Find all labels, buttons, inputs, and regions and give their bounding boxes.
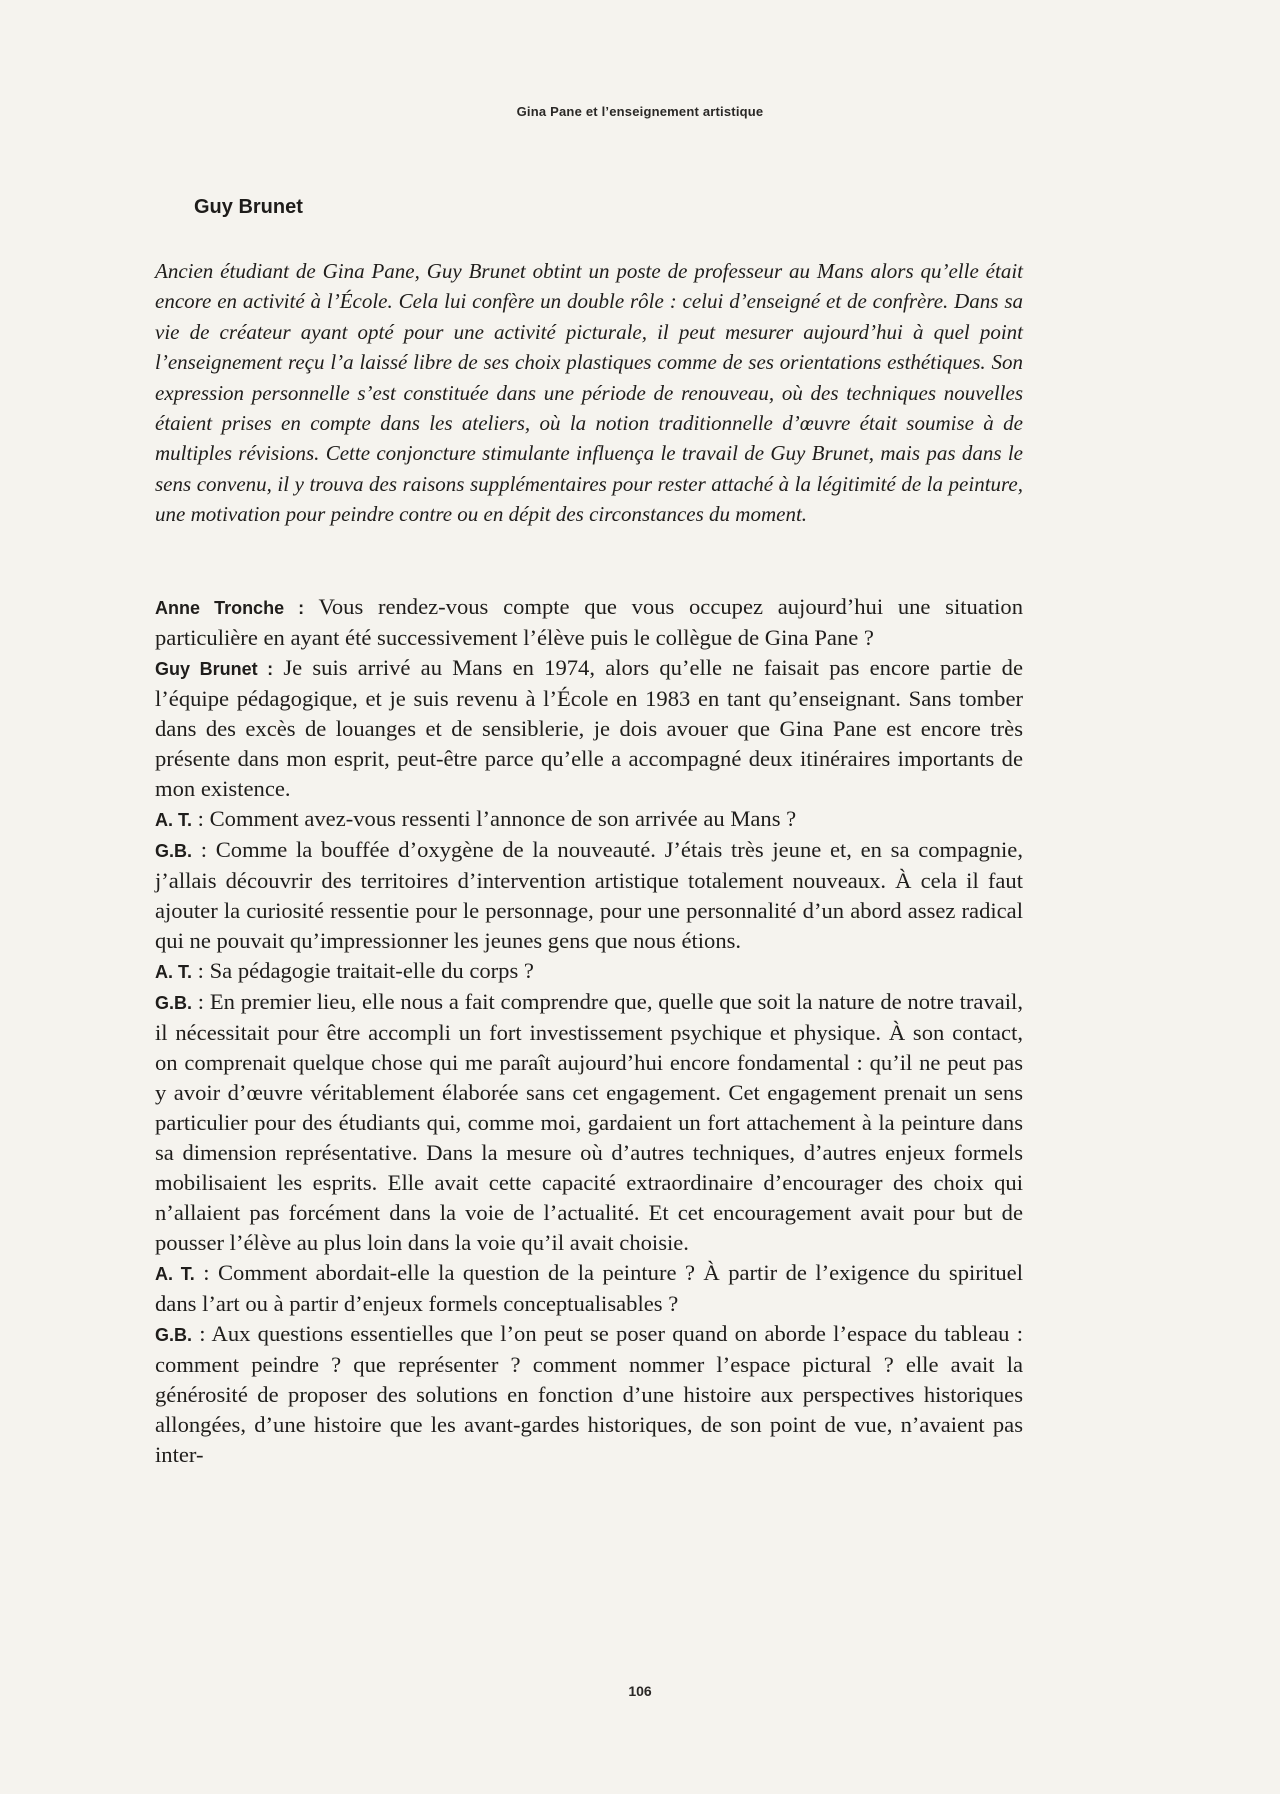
dialogue-turn (155, 804, 1023, 835)
interview-dialogue (155, 592, 1023, 1470)
speaker-label: G.B. (155, 1325, 193, 1345)
speaker-label: A. T. (155, 1264, 195, 1284)
speaker-label: Anne Tronche : (155, 598, 305, 618)
intro-paragraph: Ancien étudiant de Gina Pane, Guy Brunet obtint un poste de professeur au Mans alors qu’elle était encore en activité à l’École. Cela lui confère un double rôle : celui d’enseigné et de confrère. Dans sa vie de créateur ayant opté pour une activité picturale, il peut mesurer aujourd’hui à quel point l’enseignement reçu l’a laissé libre de ses choix plastiques comme de ses orientations esthétiques. Son expression personnelle s’est constituée dans une période de renouveau, où des techniques nouvelles étaient prises en compte dans les ateliers, où la notion traditionnelle d’œuvre était soumise à de multiples révisions. Cette conjoncture stimulante influença le travail de Guy Brunet, mais pas dans le sens convenu, il y trouva des raisons supplémentaires pour rester attaché à la légitimité de la peinture, une motivation pour peindre contre ou en dépit des circonstances du moment. (155, 259, 1023, 527)
turn-text: Vous rendez-vous compte que vous occupez aujourd’hui une situation particulière en ayant été successivement l’élève puis le collègue de Gina Pane ? (155, 594, 1023, 650)
turn-text: : En premier lieu, elle nous a fait comprendre que, quelle que soit la nature de notre travail, il nécessitait pour être accompli un fort investissement psychique et physique. À son contact, on comprenait quelque chose qui me paraît aujourd’hui encore fondamental : qu’il ne peut pas y avoir d’œuvre véritablement élaborée sans cet engagement. Cet engagement prenait un sens particulier pour des étudiants qui, comme moi, gardaient un fort attachement à la peinture dans sa dimension représentative. Dans la mesure où d’autres techniques, d’autres enjeux formels mobilisaient les esprits. Elle avait cette capacité extraordinaire d’encourager des choix qui n’allaient pas forcément dans la voie de l’actualité. Et cet encouragement avait pour but de pousser l’élève au plus loin dans la voie qu’il avait choisie. (155, 989, 1023, 1255)
turn-text: : Comment abordait-elle la question de la peinture ? À partir de l’exigence du spirituel dans l’art ou à partir d’enjeux formels conceptualisables ? (155, 1260, 1023, 1316)
speaker-label: G.B. (155, 993, 193, 1013)
dialogue-turn (155, 1258, 1023, 1319)
page-number: 106 (628, 1683, 652, 1699)
running-header: Gina Pane et l’enseignement artistique (516, 104, 764, 119)
speaker-label: Guy Brunet : (155, 659, 274, 679)
dialogue-turn (155, 956, 1023, 987)
dialogue-turn (155, 592, 1023, 653)
section-title: Guy Brunet (194, 196, 303, 218)
dialogue-turn (155, 987, 1023, 1258)
dialogue-turn (155, 835, 1023, 956)
speaker-label: A. T. (155, 962, 193, 982)
turn-text: : Aux questions essentielles que l’on peut se poser quand on aborde l’espace du tableau : comment peindre ? que représenter ? comment nommer l’espace pictural ? elle avait la générosité de proposer des solutions en fonction d’une histoire aux perspectives historiques allongées, d’une histoire que les avant-gardes historiques, de son point de vue, n’avaient pas inter- (155, 1321, 1023, 1467)
dialogue-turn (155, 1319, 1023, 1470)
speaker-label: A. T. (155, 810, 193, 830)
dialogue-turn (155, 653, 1023, 804)
speaker-label: G.B. (155, 841, 193, 861)
turn-text: : Sa pédagogie traitait-elle du corps ? (192, 958, 534, 983)
turn-text: : Comme la bouffée d’oxygène de la nouveauté. J’étais très jeune et, en sa compagnie, j’allais découvrir des territoires d’intervention artistique totalement nouveaux. À cela il faut ajouter la curiosité ressentie pour le personnage, pour une personnalité d’un abord assez radical qui ne pouvait qu’impressionner les jeunes gens que nous étions. (155, 837, 1023, 953)
turn-text: Je suis arrivé au Mans en 1974, alors qu’elle ne faisait pas encore partie de l’équipe pédagogique, et je suis revenu à l’École en 1983 en tant qu’enseignant. Sans tomber dans des excès de louanges et de sensiblerie, je dois avouer que Gina Pane est encore très présente dans mon esprit, peut-être parce qu’elle a accompagné deux itinéraires importants de mon existence. (155, 655, 1023, 801)
turn-text: : Comment avez-vous ressenti l’annonce de son arrivée au Mans ? (192, 806, 797, 831)
